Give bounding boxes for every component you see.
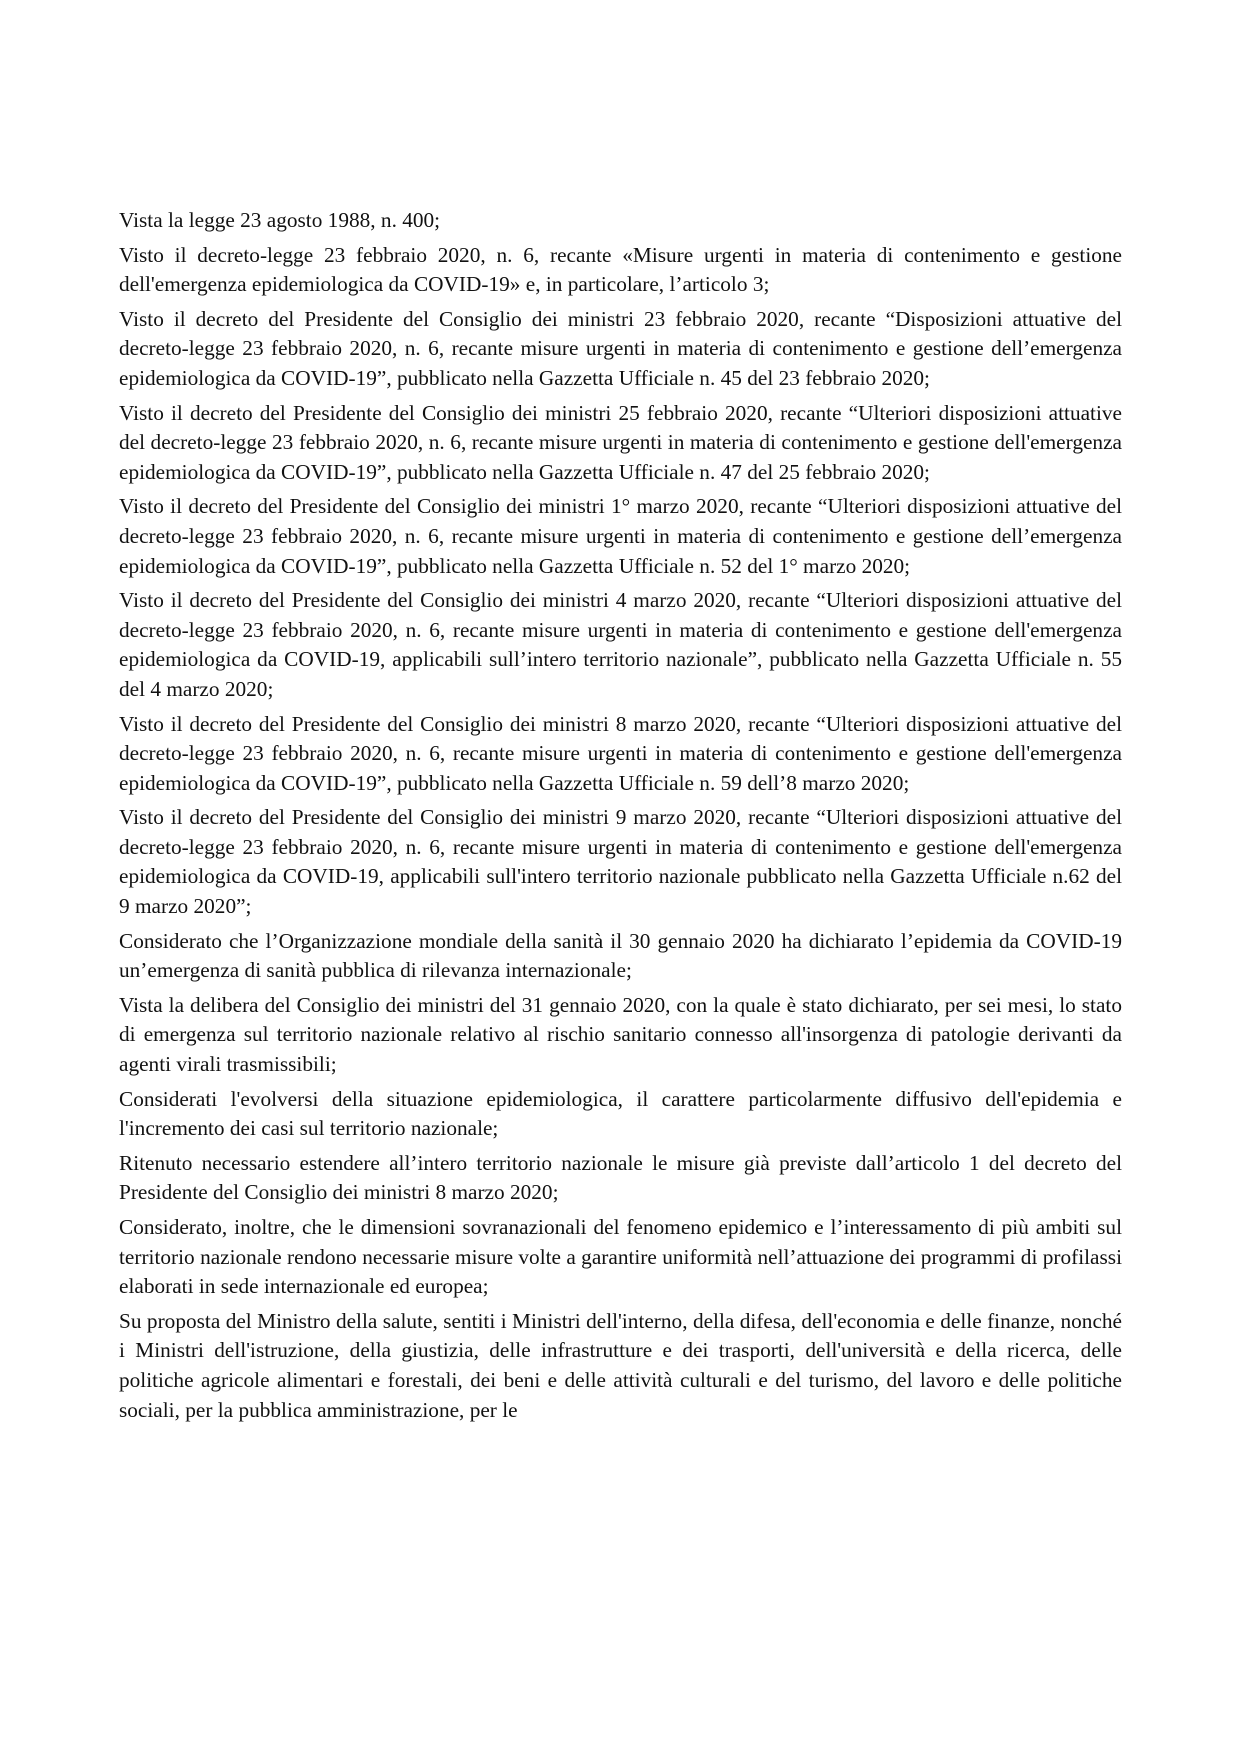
paragraph-legge-400: Vista la legge 23 agosto 1988, n. 400; (119, 208, 441, 232)
paragraph-delibera-31-gennaio: Vista la delibera del Consiglio dei ministri del 31 gennaio 2020, con la quale è stato dichiarato, per sei mesi, lo stato di emergenza sul territorio nazionale relativo al rischio sanitario connesso all'insorgenza di patologie derivanti da agenti virali trasmissibili; (119, 992, 1122, 1077)
paragraph-decreto-legge-6: Visto il decreto-legge 23 febbraio 2020, n. 6, recante «Misure urgenti in materia di contenimento e gestione dell'emergenza epidemiologica da COVID-19» e, in particolare, l’articolo 3; (119, 242, 1122, 297)
paragraph-dpcm-9-marzo: Visto il decreto del Presidente del Consiglio dei ministri 9 marzo 2020, recante “Ulteriori disposizioni attuative del decreto-legge 23 febbraio 2020, n. 6, recante misure urgenti in materia di contenimento e gestione dell'emergenza epidemiologica da COVID-19, applicabili sull'intero territorio nazionale pubblicato nella Gazzetta Ufficiale n.62 del 9 marzo 2020”; (119, 805, 1122, 919)
paragraph-dimensioni-sovranazionali: Considerato, inoltre, che le dimensioni sovranazionali del fenomeno epidemico e l’interessamento di più ambiti sul territorio nazionale rendono necessarie misure volte a garantire uniformità nell’attuazione dei programmi di profilassi elaborati in sede internazionale ed europea; (119, 1215, 1122, 1299)
paragraph-evolversi-situazione: Considerati l'evolversi della situazione epidemiologica, il carattere particolarmente diffusivo dell'epidemia e l'incremento dei casi sul territorio nazionale; (119, 1086, 1122, 1141)
paragraph-dpcm-1-marzo: Visto il decreto del Presidente del Consiglio dei ministri 1° marzo 2020, recante “Ulteriori disposizioni attuative del decreto-legge 23 febbraio 2020, n. 6, recante misure urgenti in materia di contenimento e gestione dell’emergenza epidemiologica da COVID-19”, pubblicato nella Gazzetta Ufficiale n. 52 del 1° marzo 2020; (119, 494, 1122, 578)
paragraph-dpcm-4-marzo: Visto il decreto del Presidente del Consiglio dei ministri 4 marzo 2020, recante “Ulteriori disposizioni attuative del decreto-legge 23 febbraio 2020, n. 6, recante misure urgenti in materia di contenimento e gestione dell'emergenza epidemiologica da COVID-19, applicabili sull’intero territorio nazionale”, pubblicato nella Gazzetta Ufficiale n. 55 del 4 marzo 2020; (119, 588, 1122, 701)
paragraph-su-proposta: Su proposta del Ministro della salute, sentiti i Ministri dell'interno, della difesa, dell'economia e delle finanze, nonché i Ministri dell'istruzione, della giustizia, delle infrastrutture e dei trasporti, dell'università e della ricerca, delle politiche agricole alimentari e forestali, dei beni e delle attività culturali e del turismo, del lavoro e delle politiche sociali, per la pubblica amministrazione, per le (119, 1308, 1122, 1422)
paragraph-oms: Considerato che l’Organizzazione mondiale della sanità il 30 gennaio 2020 ha dichiarato l’epidemia da COVID-19 un’emergenza di sanità pubblica di rilevanza internazionale; (119, 928, 1122, 983)
document-body (119, 206, 1122, 1430)
paragraph-dpcm-8-marzo: Visto il decreto del Presidente del Consiglio dei ministri 8 marzo 2020, recante “Ulteriori disposizioni attuative del decreto-legge 23 febbraio 2020, n. 6, recante misure urgenti in materia di contenimento e gestione dell'emergenza epidemiologica da COVID-19”, pubblicato nella Gazzetta Ufficiale n. 59 dell’8 marzo 2020; (119, 711, 1122, 795)
paragraph-dpcm-23-febbraio: Visto il decreto del Presidente del Consiglio dei ministri 23 febbraio 2020, recante “Disposizioni attuative del decreto-legge 23 febbraio 2020, n. 6, recante misure urgenti in materia di contenimento e gestione dell’emergenza epidemiologica da COVID-19”, pubblicato nella Gazzetta Ufficiale n. 45 del 23 febbraio 2020; (119, 306, 1122, 390)
paragraph-ritenuto-necessario: Ritenuto necessario estendere all’intero territorio nazionale le misure già previste dall’articolo 1 del decreto del Presidente del Consiglio dei ministri 8 marzo 2020; (119, 1150, 1122, 1205)
paragraph-dpcm-25-febbraio: Visto il decreto del Presidente del Consiglio dei ministri 25 febbraio 2020, recante “Ulteriori disposizioni attuative del decreto-legge 23 febbraio 2020, n. 6, recante misure urgenti in materia di contenimento e gestione dell'emergenza epidemiologica da COVID-19”, pubblicato nella Gazzetta Ufficiale n. 47 del 25 febbraio 2020; (119, 400, 1122, 484)
